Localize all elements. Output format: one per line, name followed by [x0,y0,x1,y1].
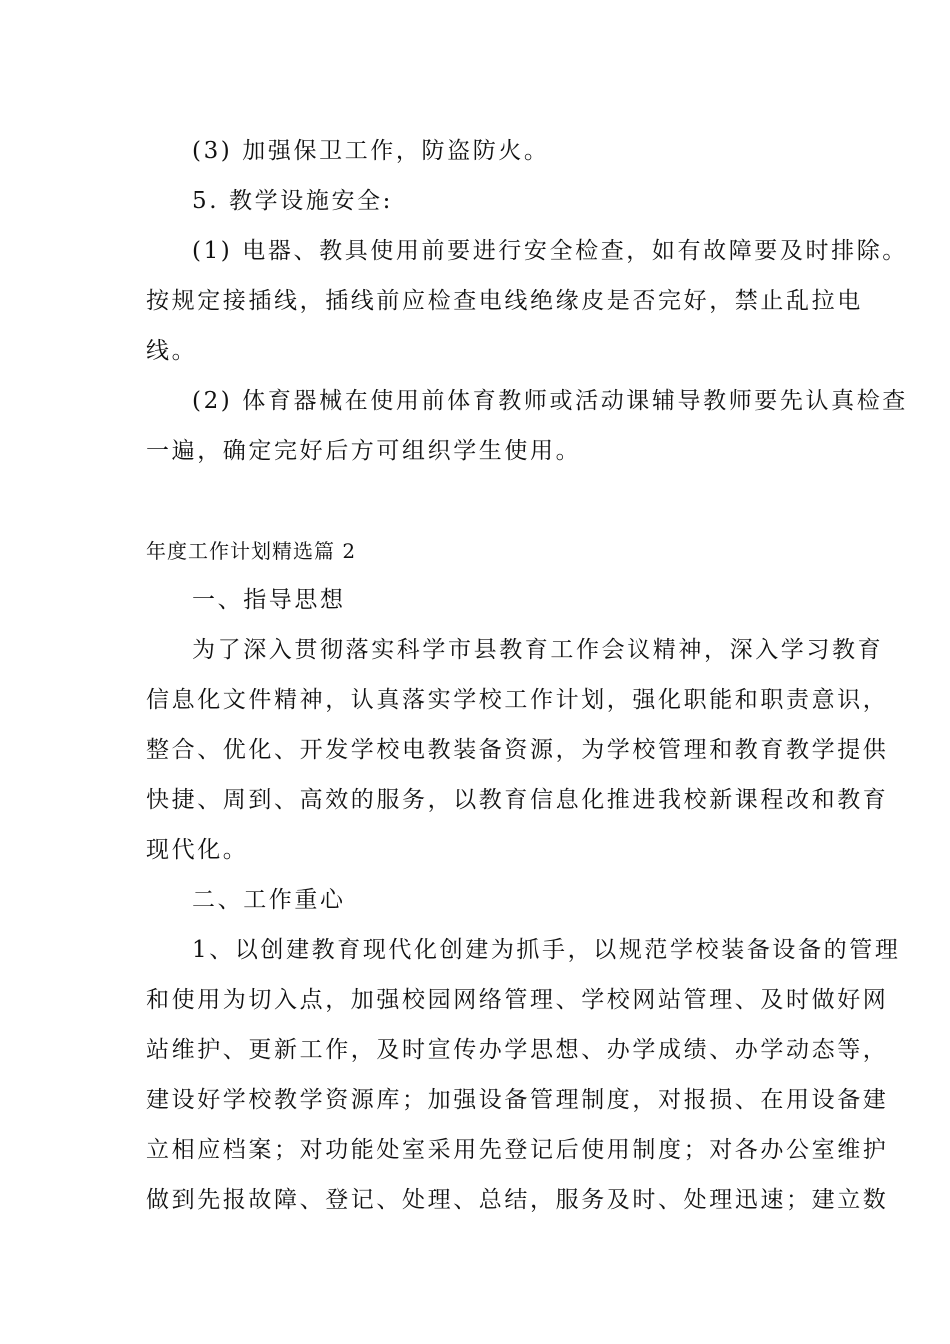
paragraph-guiding-line-2: 信息化文件精神，认真落实学校工作计划，强化职能和职责意识， [146,687,889,713]
paragraph-electrical-line-3: 线。 [146,338,198,364]
paragraph-security-3: (3) 加强保卫工作，防盗防火。 [192,138,550,164]
heading-work-focus: 二、工作重心 [192,887,346,913]
paragraph-electrical-line-1: (1) 电器、教具使用前要进行安全检查，如有故障要及时排除。 [192,238,908,264]
paragraph-work-focus-line-2: 和使用为切入点，加强校园网络管理、学校网站管理、及时做好网 [146,987,889,1013]
heading-teaching-facility-safety: 5. 教学设施安全: [192,188,394,214]
paragraph-work-focus-line-5: 立相应档案；对功能处室采用先登记后使用制度；对各办公室维护 [146,1137,889,1163]
paragraph-work-focus-line-1: 1、以创建教育现代化创建为抓手，以规范学校装备设备的管理 [192,937,901,963]
paragraph-sports-equipment-line-2: 一遍，确定完好后方可组织学生使用。 [146,438,582,464]
paragraph-electrical-line-2: 按规定接插线，插线前应检查电线绝缘皮是否完好，禁止乱拉电 [146,288,863,314]
heading-guiding-ideology: 一、指导思想 [192,587,346,613]
paragraph-work-focus-line-6: 做到先报故障、登记、处理、总结，服务及时、处理迅速；建立数 [146,1187,889,1213]
paragraph-sports-equipment-line-1: (2) 体育器械在使用前体育教师或活动课辅导教师要先认真检查 [192,388,908,414]
paragraph-guiding-line-4: 快捷、周到、高效的服务，以教育信息化推进我校新课程改和教育 [146,787,889,813]
paragraph-work-focus-line-3: 站维护、更新工作，及时宣传办学思想、办学成绩、办学动态等， [146,1037,889,1063]
section-title: 年度工作计划精选篇 2 [146,539,357,563]
paragraph-guiding-line-3: 整合、优化、开发学校电教装备资源，为学校管理和教育教学提供 [146,737,889,763]
paragraph-work-focus-line-4: 建设好学校教学资源库；加强设备管理制度，对报损、在用设备建 [146,1087,889,1113]
paragraph-guiding-line-5: 现代化。 [146,837,249,863]
paragraph-guiding-line-1: 为了深入贯彻落实科学市县教育工作会议精神，深入学习教育 [192,637,884,663]
